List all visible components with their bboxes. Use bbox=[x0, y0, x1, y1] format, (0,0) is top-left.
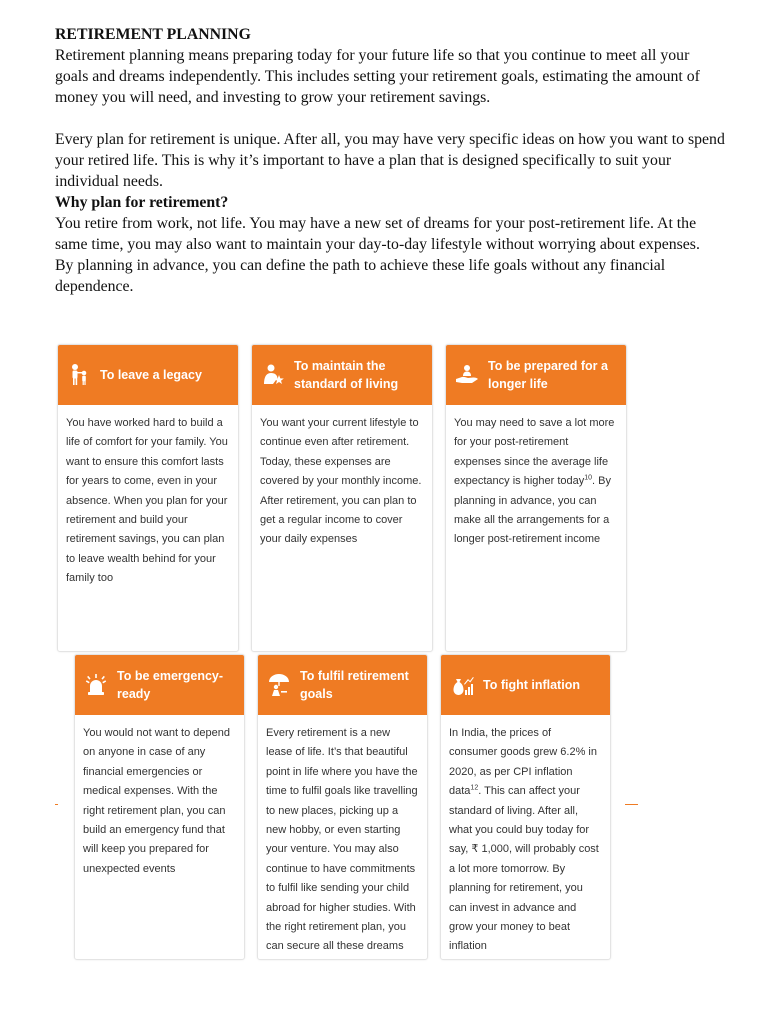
footnote-ref: 12 bbox=[470, 784, 479, 792]
umbrella-person-icon bbox=[266, 672, 292, 698]
card-title: To be emergency-ready bbox=[117, 669, 224, 701]
card-body bbox=[441, 715, 610, 957]
card-header bbox=[446, 345, 626, 405]
card-body-text: . This can affect your standard of living. After all, what you could buy today for say, ₹ 1,000, will probably cost a lot more tomorrow. By planning for retirement, you can invest in advance and grow your money to beat inflation bbox=[449, 785, 599, 953]
card-body: You want your current lifestyle to continue even after retirement. Today, these expenses are covered by your monthly income. After retirement, you can plan to get a regular income to cover your daily expenses bbox=[260, 417, 422, 546]
card-header bbox=[75, 655, 244, 715]
decorative-mark-left bbox=[55, 804, 58, 805]
card-title: To fulfil retirement goals bbox=[300, 669, 409, 701]
section-subheading: Why plan for retirement? bbox=[55, 194, 229, 211]
page-title: RETIREMENT PLANNING bbox=[55, 26, 251, 43]
hand-person-icon bbox=[454, 362, 480, 388]
footnote-ref: 10 bbox=[584, 474, 593, 482]
family-icon bbox=[66, 362, 92, 388]
card-body-text: You may need to save a lot more for your post-retirement expenses since the average life expectancy is higher today bbox=[454, 417, 615, 488]
card-header bbox=[252, 345, 432, 405]
card-fight-inflation bbox=[440, 654, 611, 960]
unique-plan-paragraph: Every plan for retirement is unique. After all, you may have very specific ideas on how you want to spend your retired life. This is why it’s important to have a plan that is designed specifically to suit your individual needs. bbox=[55, 131, 725, 190]
card-emergency-ready bbox=[74, 654, 245, 960]
card-header bbox=[441, 655, 610, 715]
card-standard-of-living bbox=[251, 344, 433, 652]
card-body: Every retirement is a new lease of life. It’s that beautiful point in life where you have the time to fulfil goals like travelling to new places, picking up a new hobby, or even starting your venture. You may also continue to have commitments to fulfil like sending your child abroad for higher studies. With the right retirement plan, you can secure all these dreams bbox=[266, 727, 418, 953]
card-body: You would not want to depend on anyone in case of any financial emergencies or medical expenses. With the right retirement plan, you can build an emergency fund that will keep you prepared for unexpected events bbox=[83, 727, 230, 875]
card-body: You have worked hard to build a life of comfort for your family. You want to ensure this comfort lasts for years to come, even in your absence. When you plan for your retirement and build your retirement savings, you can plan to leave wealth behind for your family too bbox=[66, 417, 228, 585]
card-title: To maintain the standard of living bbox=[294, 359, 399, 391]
alarm-siren-icon bbox=[83, 672, 109, 698]
card-body-text: . By planning in advance, you can make all the arrangements for a longer post-retirement income bbox=[454, 475, 611, 546]
planning-advance-paragraph: By planning in advance, you can define the path to achieve these life goals without any financial dependence. bbox=[55, 257, 666, 295]
card-longer-life bbox=[445, 344, 627, 652]
decorative-mark-right bbox=[625, 804, 638, 805]
intro-paragraph: Retirement planning means preparing today for your future life so that you continue to meet all your goals and dreams independently. This includes setting your retirement goals, estimating the amount of money you will need, and investing to grow your retirement savings. bbox=[55, 47, 700, 106]
card-body-text: In India, the prices of consumer goods grew 6.2% in 2020, as per CPI inflation data bbox=[449, 727, 597, 798]
retire-from-work-paragraph: You retire from work, not life. You may have a new set of dreams for your post-retirement life. At the same time, you may also want to maintain your day-to-day lifestyle without worrying about expenses. bbox=[55, 215, 700, 253]
card-body bbox=[446, 405, 626, 550]
card-title: To leave a legacy bbox=[100, 368, 202, 382]
money-bag-chart-icon bbox=[449, 672, 475, 698]
card-header bbox=[258, 655, 427, 715]
card-title: To fight inflation bbox=[483, 678, 580, 692]
card-header bbox=[58, 345, 238, 405]
card-retirement-goals bbox=[257, 654, 428, 960]
document-text bbox=[55, 24, 725, 297]
person-star-icon bbox=[260, 362, 286, 388]
card-title: To be prepared for a longer life bbox=[488, 359, 608, 391]
paragraph-spacer bbox=[55, 108, 725, 129]
card-leave-legacy bbox=[57, 344, 239, 652]
